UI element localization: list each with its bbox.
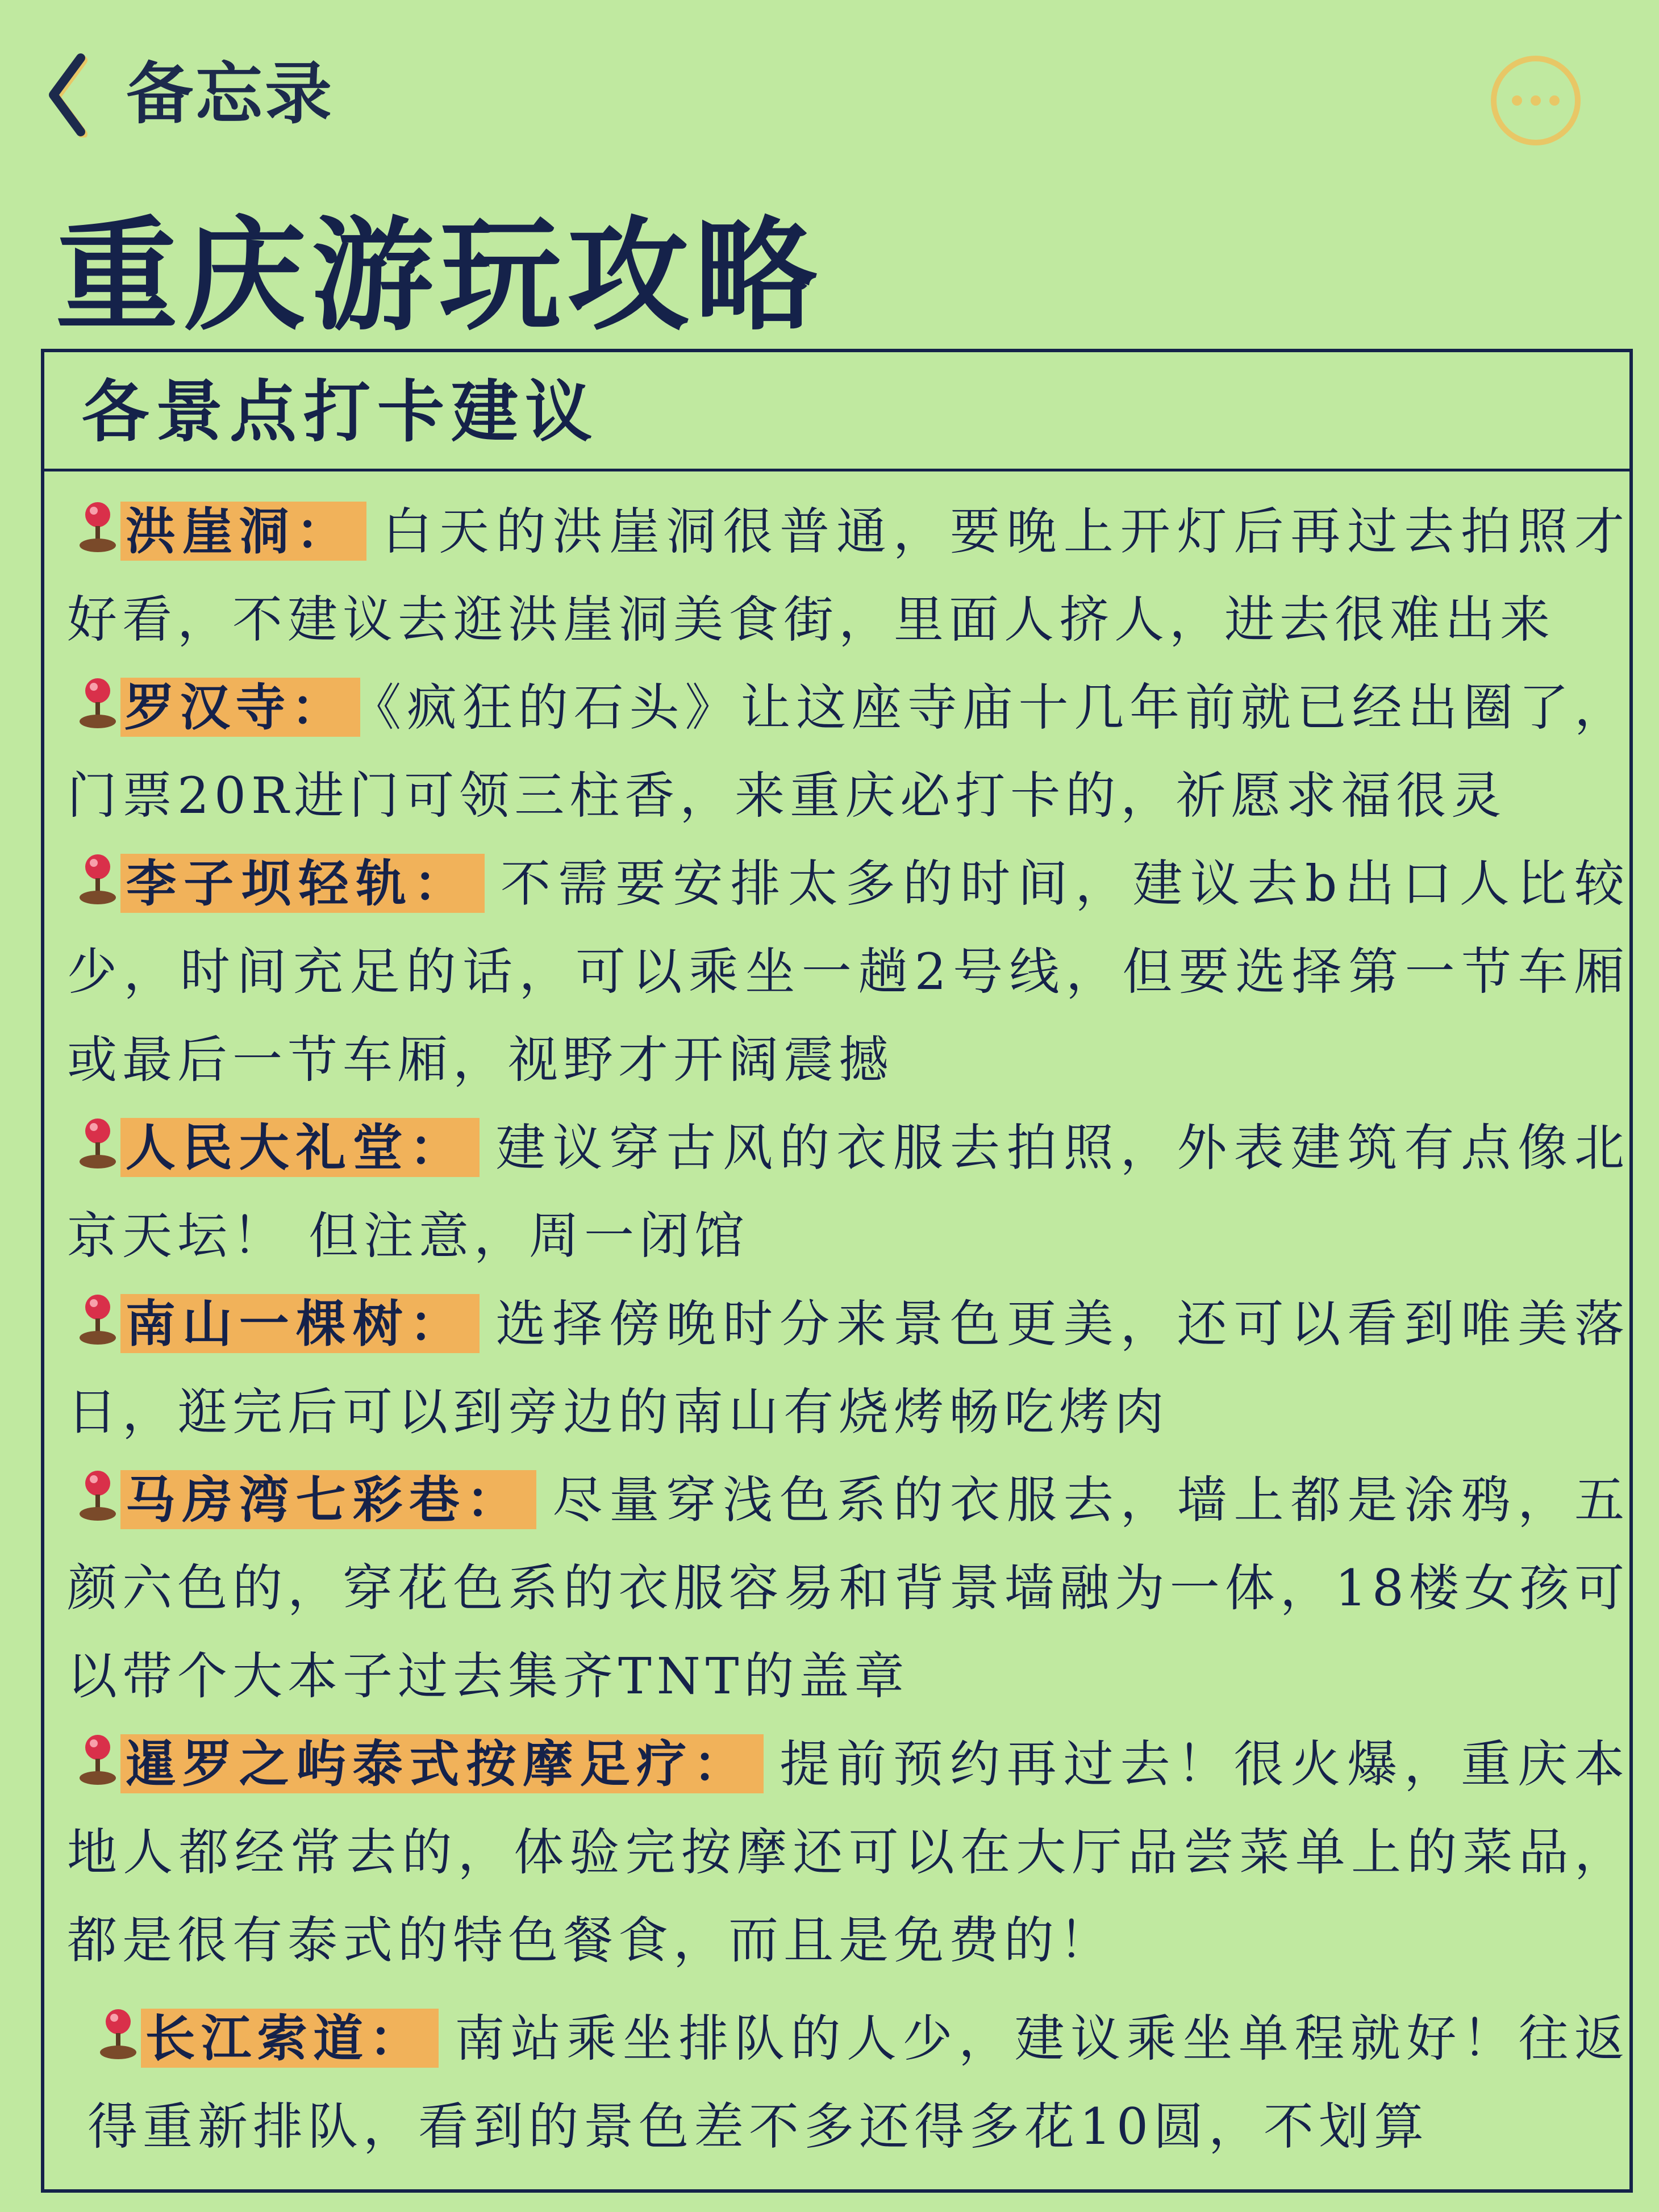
- list-item: [67, 1456, 1629, 1720]
- item-name: 长江索道：: [141, 2009, 439, 2068]
- item-text: 南站乘坐排队的人少，建议乘坐单程就好！往返得重新排队，看到的景色差不多还得多花10圆，不划算: [87, 2009, 1629, 2156]
- page-title: 重庆游玩攻略: [56, 203, 823, 347]
- note-card: [41, 349, 1633, 2193]
- item-name: 马房湾七彩巷：: [120, 1470, 536, 1529]
- item-text: 《疯狂的石头》让这座寺庙十几年前就已经出圈了，门票20R进门可领三柱香，来重庆必打卡的，祈愿求福很灵: [67, 678, 1629, 825]
- item-text: 选择傍晚时分来景色更美，还可以看到唯美落日，逛完后可以到旁边的南山有烧烤畅吃烤肉: [67, 1295, 1629, 1441]
- pushpin-icon: [75, 1115, 120, 1172]
- back-button-label[interactable]: 备忘录: [126, 55, 335, 133]
- list-item: [67, 1280, 1629, 1456]
- item-name: 李子坝轻轨：: [120, 854, 485, 913]
- item-name: 罗汉寺：: [120, 678, 360, 737]
- chevron-left-icon[interactable]: [41, 52, 92, 137]
- attraction-list: [67, 487, 1629, 2171]
- item-text: 尽量穿浅色系的衣服去，墙上都是涂鸦，五颜六色的，穿花色系的衣服容易和背景墙融为一体，18楼女孩可以带个大本子过去集齐TNT的盖章: [67, 1471, 1629, 1705]
- list-item: [67, 1720, 1629, 1984]
- item-name: 暹罗之屿泰式按摩足疗：: [120, 1734, 764, 1793]
- card-header: [44, 352, 1629, 471]
- pushpin-icon: [75, 851, 120, 908]
- section-heading: 各景点打卡建议: [82, 372, 599, 451]
- pushpin-icon: [75, 1291, 120, 1348]
- pushpin-icon: [75, 499, 120, 556]
- item-name: 南山一棵树：: [120, 1294, 480, 1353]
- list-item: [67, 1104, 1629, 1280]
- item-text: 不需要安排太多的时间，建议去b出口人比较少，时间充足的话，可以乘坐一趟2号线，但要选择第一节车厢或最后一节车厢，视野才开阔震撼: [67, 854, 1629, 1089]
- item-name: 人民大礼堂：: [120, 1118, 480, 1177]
- list-item: [67, 487, 1629, 663]
- list-item: [67, 1994, 1629, 2171]
- nav-bar: [0, 0, 1659, 187]
- list-item: [67, 840, 1629, 1104]
- pushpin-icon: [75, 1731, 120, 1788]
- list-item: [67, 663, 1629, 840]
- item-name: 洪崖洞：: [120, 502, 366, 561]
- item-text: 白天的洪崖洞很普通，要晚上开灯后再过去拍照才好看，不建议去逛洪崖洞美食街，里面人挤人，进去很难出来: [67, 502, 1629, 649]
- ellipsis-circle-icon[interactable]: [1487, 52, 1584, 149]
- pushpin-icon: [75, 675, 120, 732]
- item-text: 建议穿古风的衣服去拍照，外表建筑有点像北京天坛！ 但注意，周一闭馆: [67, 1118, 1629, 1265]
- pushpin-icon: [95, 2006, 141, 2063]
- item-text: 提前预约再过去！很火爆，重庆本地人都经常去的，体验完按摩还可以在大厅品尝菜单上的菜品，都是很有泰式的特色餐食，而且是免费的！: [67, 1735, 1629, 1969]
- pushpin-icon: [75, 1467, 120, 1524]
